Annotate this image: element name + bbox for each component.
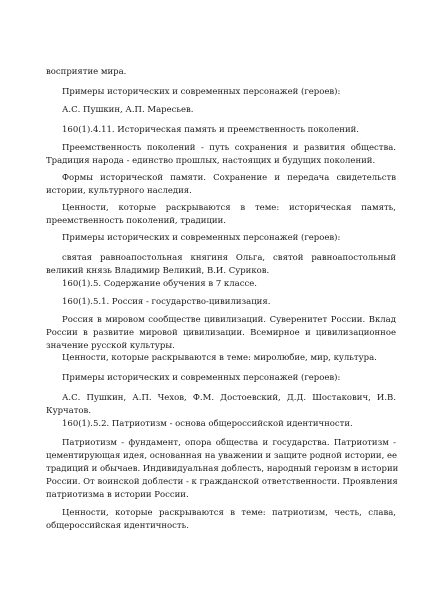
paragraph-russia-civilization — [46, 314, 396, 353]
text-line: Примеры исторических и современных персонажей (героев): — [62, 87, 341, 97]
paragraph-heroes-list-2 — [46, 252, 396, 278]
text-line: патриотизма в истории России. — [46, 490, 189, 500]
paragraph-heroes-heading-1 — [62, 86, 396, 99]
text-line: 160(1).4.11. Историческая память и преемственность поколений. — [62, 125, 359, 135]
text-line: 160(1).5.1. Россия - государство-цивилизация. — [62, 297, 271, 307]
text-line: 160(1).5.2. Патриотизм - основа общероссийской идентичности. — [62, 419, 353, 429]
text-line: Ценности, которые раскрываются в теме: историческая память, — [62, 203, 396, 213]
text-line: России в развитие мировой цивилизации. Всемирное и цивилизационное — [46, 328, 396, 338]
section-heading-5-2 — [62, 418, 396, 431]
text-line: Патриотизм - фундамент, опора общества и государства. Патриотизм - — [62, 438, 396, 448]
text-line: Преемственность поколений - путь сохранения и развития общества. — [62, 143, 396, 153]
text-line: Курчатов. — [46, 406, 92, 416]
text-line: истории, культурного наследия. — [46, 186, 192, 196]
paragraph-succession — [46, 142, 396, 168]
section-heading-5 — [62, 278, 396, 291]
text-line: А.С. Пушкин, А.П. Маресьев. — [62, 105, 194, 115]
section-heading-5-1 — [62, 296, 396, 309]
paragraph-memory-forms — [46, 172, 396, 198]
text-line: Примеры исторических и современных персонажей (героев): — [62, 233, 341, 243]
text-line: Традиция народа - единство прошлых, настоящих и будущих поколений. — [46, 156, 376, 166]
text-line: России. От воинской доблести - к гражданской ответственности. Проявления — [46, 477, 398, 487]
paragraph-heroes-list-3 — [46, 392, 396, 418]
text-line: значение русской культуры. — [46, 341, 175, 351]
text-line: цементирующая идея, основанная на уважении и защите родной истории, ее — [46, 451, 398, 461]
text-line: Примеры исторических и современных персонажей (героев): — [62, 373, 341, 383]
paragraph-heroes-list-1 — [62, 104, 396, 117]
paragraph-patriotism — [46, 437, 399, 502]
text-line: Ценности, которые раскрываются в теме: патриотизм, честь, слава, — [62, 508, 396, 518]
text-line: святая равноапостольная княгиня Ольга, святой равноапостольный — [62, 253, 396, 263]
paragraph-values-2 — [62, 352, 396, 365]
text-line: 160(1).5. Содержание обучения в 7 классе. — [62, 279, 257, 289]
text-line: традиций и обычаев. Индивидуальная доблесть, народный героизм в истории — [46, 464, 399, 474]
paragraph-worldview — [46, 66, 396, 79]
text-line: Россия в мировом сообществе цивилизаций. Суверенитет России. Вклад — [62, 315, 396, 325]
text-line: Ценности, которые раскрываются в теме: миролюбие, мир, культура. — [62, 353, 377, 363]
text-line: восприятие мира. — [46, 67, 127, 77]
paragraph-heroes-heading-3 — [62, 372, 396, 385]
text-line: преемственность поколений, традиции. — [46, 216, 226, 226]
text-line: общероссийская идентичность. — [46, 521, 189, 531]
paragraph-values-1 — [46, 202, 396, 228]
text-line: А.С. Пушкин, А.П. Чехов, Ф.М. Достоевский, Д.Д. Шостакович, И.В. — [62, 393, 396, 403]
paragraph-heroes-heading-2 — [62, 232, 396, 245]
text-line: великий князь Владимир Великий, В.И. Суриков. — [46, 266, 270, 276]
paragraph-values-3 — [46, 507, 396, 533]
section-heading-4-11 — [62, 124, 396, 137]
text-line: Формы исторической памяти. Сохранение и передача свидетельств — [62, 173, 396, 183]
